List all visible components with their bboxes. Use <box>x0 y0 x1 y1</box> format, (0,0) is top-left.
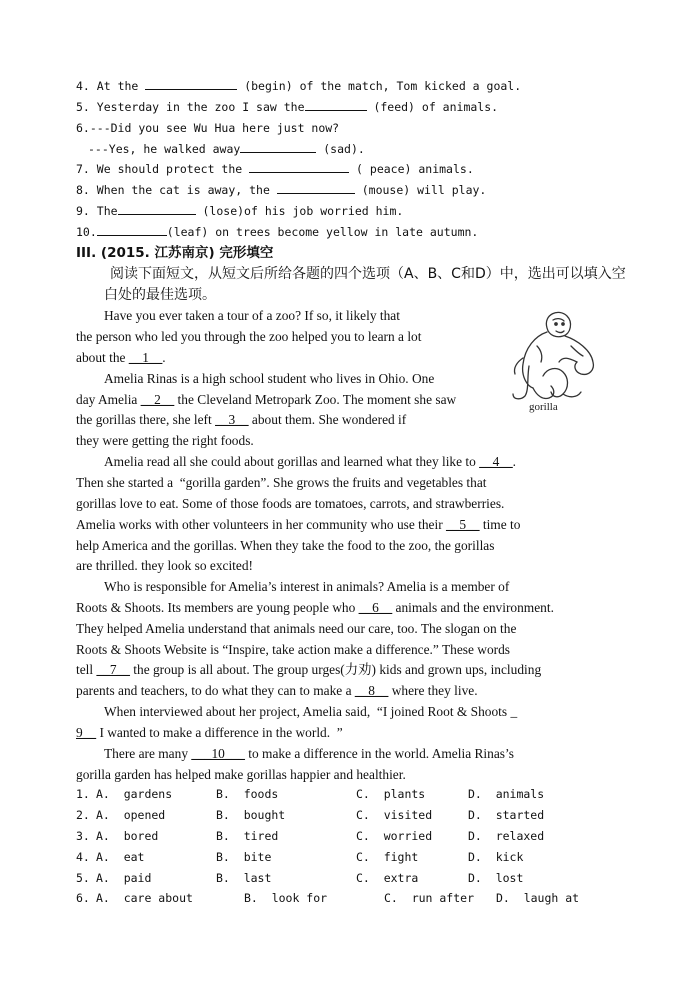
blank-3[interactable]: __3__ <box>215 412 249 427</box>
passage-line: are thrilled. they look so excited! <box>76 558 253 573</box>
option-c[interactable]: C. worried <box>356 829 433 843</box>
passage-line: Amelia Rinas is a high school student who lives in Ohio. One <box>104 371 435 386</box>
option-number: 4. <box>76 850 90 864</box>
exercise-item-10: 10. (leaf) on trees become yellow in late autumn. <box>76 222 478 243</box>
exercise-item-8: 8. When the cat is away, the (mouse) will play. <box>76 180 486 201</box>
exercise-item-4: 4. At the (begin) of the match, Tom kicked a goal. <box>76 76 521 97</box>
option-b[interactable]: B. tired <box>216 829 279 843</box>
option-a[interactable]: A. care about <box>96 891 193 905</box>
answer-blank[interactable] <box>97 222 167 236</box>
passage-line: the person who led you through the zoo helped you to learn a lot <box>76 329 422 344</box>
gorilla-illustration <box>503 306 607 416</box>
blank-1[interactable]: __1__ <box>128 350 163 365</box>
instruction-line-2: 白处的最佳选项。 <box>104 287 216 303</box>
option-b[interactable]: B. look for <box>244 891 328 905</box>
option-number: 2. <box>76 808 90 822</box>
option-number: 6. <box>76 891 90 905</box>
passage-line: they were getting the right foods. <box>76 433 254 448</box>
answer-blank[interactable] <box>118 201 196 215</box>
exercise-item-9: 9. The (lose)of his job worried him. <box>76 201 403 222</box>
passage-line: Amelia works with other volunteers in her community who use their __5__ time to <box>76 517 521 532</box>
option-a[interactable]: A. opened <box>96 808 166 822</box>
option-c[interactable]: C. extra <box>356 871 419 885</box>
option-d[interactable]: D. lost <box>468 871 524 885</box>
passage-line: Amelia read all she could about gorillas and learned what they like to __4__. <box>104 454 517 469</box>
option-c[interactable]: C. plants <box>356 787 426 801</box>
option-a[interactable]: A. paid <box>96 871 152 885</box>
answer-blank[interactable] <box>240 139 316 153</box>
option-b[interactable]: B. bite <box>216 850 272 864</box>
passage-line: day Amelia __2__ the Cleveland Metropark Zoo. The moment she saw <box>76 392 457 407</box>
option-c[interactable]: C. run after <box>384 891 475 905</box>
option-b[interactable]: B. bought <box>216 808 286 822</box>
exercise-item-6: 6.---Did you see Wu Hua here just now? <box>76 121 340 135</box>
passage-line: help America and the gorillas. When they take the food to the zoo, the gorillas <box>76 538 495 553</box>
passage-line: When interviewed about her project, Amelia said, “I joined Root & Shoots _ <box>104 704 518 719</box>
passage-line: There are many ___10___ to make a difference in the world. Amelia Rinas’s <box>104 746 514 761</box>
option-a[interactable]: A. eat <box>96 850 145 864</box>
passage-line: 9__ I wanted to make a difference in the world. ” <box>76 725 343 740</box>
blank-4[interactable]: __4__ <box>479 454 513 469</box>
option-number: 5. <box>76 871 90 885</box>
blank-5[interactable]: __5__ <box>446 517 480 532</box>
option-a[interactable]: A. gardens <box>96 787 173 801</box>
option-b[interactable]: B. last <box>216 871 272 885</box>
passage-line: Roots & Shoots. Its members are young people who __6__ animals and the environment. <box>76 600 554 615</box>
exercise-item-6-reply: ---Yes, he walked away (sad). <box>88 139 365 160</box>
blank-6[interactable]: __6__ <box>358 600 393 615</box>
passage-line: gorillas love to eat. Some of those foods are tomatoes, carrots, and strawberries. <box>76 496 505 511</box>
figure-caption: gorilla <box>529 401 558 413</box>
passage-line: gorilla garden has helped make gorillas happier and healthier. <box>76 767 406 782</box>
option-c[interactable]: C. fight <box>356 850 419 864</box>
answer-blank[interactable] <box>145 76 237 90</box>
option-number: 3. <box>76 829 90 843</box>
blank-7[interactable]: __7__ <box>96 662 130 677</box>
instruction-line-1: 阅读下面短文，从短文后所给各题的四个选项（A、B、C和D）中，选出可以填入空 <box>110 266 626 282</box>
option-d[interactable]: D. laugh at <box>496 891 580 905</box>
option-c[interactable]: C. visited <box>356 808 433 822</box>
passage-line: parents and teachers, to do what they can to make a __8__ where they live. <box>76 683 478 698</box>
blank-2[interactable]: __2__ <box>140 392 175 407</box>
passage-line: Have you ever taken a tour of a zoo? If so, it likely that <box>104 308 400 323</box>
gorilla-icon <box>503 306 607 416</box>
option-number: 1. <box>76 787 90 801</box>
passage-line: Then she started a “gorilla garden”. She grows the fruits and vegetables that <box>76 475 487 490</box>
section-heading: III. (2015. 江苏南京) 完形填空 <box>76 245 274 261</box>
passage-line: Roots & Shoots Website is “Inspire, take action make a difference.” These words <box>76 642 511 657</box>
option-a[interactable]: A. bored <box>96 829 159 843</box>
blank-10[interactable]: ___10___ <box>191 746 245 761</box>
option-d[interactable]: D. started <box>468 808 545 822</box>
passage-line: They helped Amelia understand that animals need our care, too. The slogan on the <box>76 621 517 636</box>
answer-blank[interactable] <box>305 97 367 111</box>
option-d[interactable]: D. relaxed <box>468 829 545 843</box>
option-d[interactable]: D. animals <box>468 787 545 801</box>
exercise-item-7: 7. We should protect the ( peace) animals. <box>76 159 474 180</box>
passage-line: Who is responsible for Amelia’s interest in animals? Amelia is a member of <box>104 579 510 594</box>
blank-8[interactable]: __8__ <box>354 683 389 698</box>
passage-line: about the __1__. <box>76 350 166 365</box>
option-d[interactable]: D. kick <box>468 850 524 864</box>
answer-blank[interactable] <box>277 180 355 194</box>
answer-blank[interactable] <box>249 159 349 173</box>
exercise-item-5: 5. Yesterday in the zoo I saw the (feed) of animals. <box>76 97 498 118</box>
blank-9[interactable]: 9__ <box>76 725 97 740</box>
option-b[interactable]: B. foods <box>216 787 279 801</box>
passage-line: tell __7__ the group is all about. The group urges(力劝) kids and grown ups, including <box>76 662 542 677</box>
passage-line: the gorillas there, she left __3__ about them. She wondered if <box>76 412 407 427</box>
